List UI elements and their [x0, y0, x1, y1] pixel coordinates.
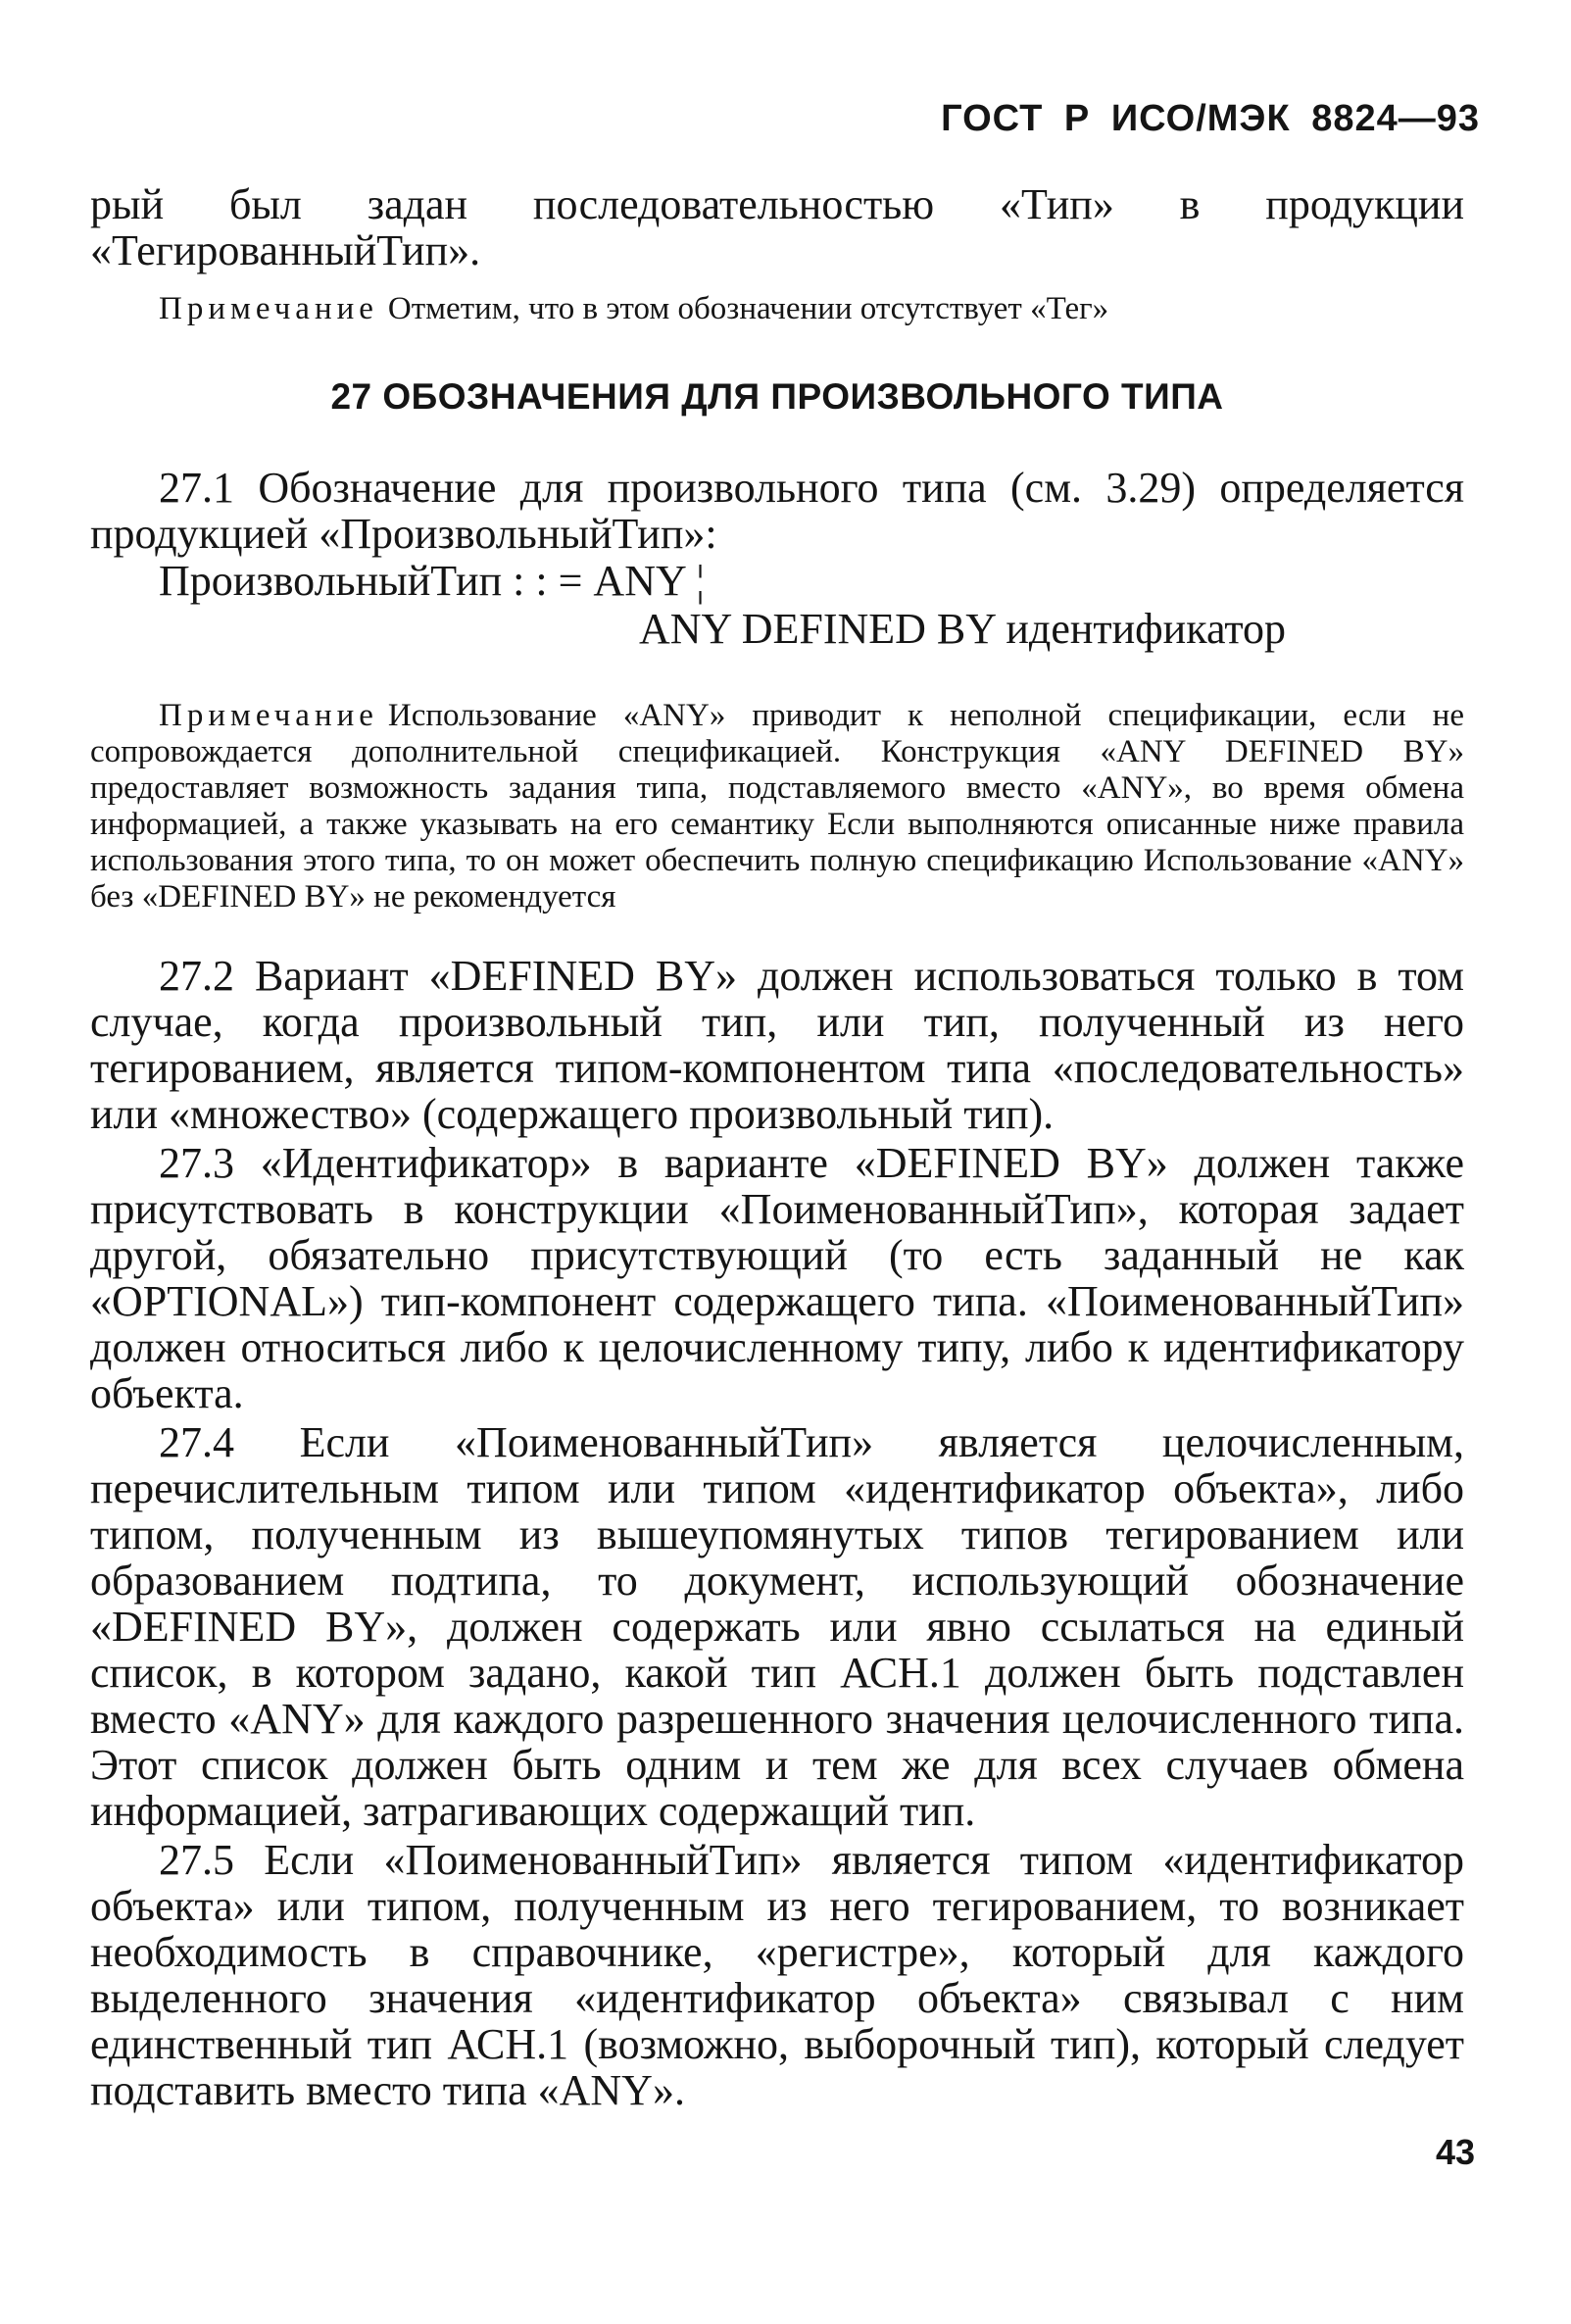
- clause-27-4: 27.4 Если «ПоименованныйТип» является целочисленным, перечислительным типом или типом «идентификатор объекта», либо типом, полученным из вышеупомянутых типов тегированием или образованием подтипа, то документ, использующий обозначение «DEFINED BY», должен содержать или явно ссылаться на единый список, в котором задано, какой тип АСН.1 должен быть подставлен вместо «ANY» для каждого разрешенного значения целочисленного типа. Этот список должен быть одним и тем же для всех случаев обмена информацией, затрагивающих содержащий тип.: [90, 1418, 1464, 1835]
- note-27-1: [90, 698, 1464, 915]
- note-27-1-text: Использование «ANY» приводит к неполной спецификации, если не сопровождается дополнительной спецификацией. Конструкция «ANY DEFINED BY» предоставляет возможность задания типа, подставляемого вместо «ANY», во время обмена информацией, а также указывать на его семантику Если выполняются описанные ниже правила использования этого типа, то он может обеспечить полную спецификацию Использование «ANY» без «DEFINED BY» не рекомендуется: [90, 698, 1464, 915]
- section-title: 27 ОБОЗНАЧЕНИЯ ДЛЯ ПРОИЗВОЛЬНОГО ТИПА: [330, 376, 1224, 417]
- clause-27-3: 27.3 «Идентификатор» в варианте «DEFINED BY» должен также присутствовать в конструкции «ПоименованныйТип», которая задает другой, обязательно присутствующий (то есть заданный не как «OPTIONAL») тип-компонент содержащего типа. «ПоименованныйТип» должен относиться либо к целочисленному типу, либо к идентификатору объекта.: [90, 1139, 1464, 1417]
- syntax-line-1: ПроизвольныйТип : : = ANY ¦: [159, 557, 705, 605]
- intro-continuation: рый был задан последовательностью «Тип» в продукции «ТегированныйТип».: [90, 180, 1464, 274]
- clause-27-1: 27.1 Обозначение для произвольного типа (см. 3.29) определяется продукцией «ПроизвольныйТип»:: [90, 464, 1464, 558]
- page-content: [90, 181, 1464, 2113]
- clause-27-5: 27.5 Если «ПоименованныйТип» является типом «идентификатор объекта» или типом, полученным из него тегированием, то возникает необходимость в справочнике, «регистре», который для каждого выделенного значения «идентификатор объекта» связывал с ним единственный тип АСН.1 (возможно, выборочный тип), который следует подставить вместо типа «ANY».: [90, 1836, 1464, 2114]
- document-header: ГОСТ Р ИСО/МЭК 8824—93: [941, 98, 1480, 139]
- clause-27-2: 27.2 Вариант «DEFINED BY» должен использоваться только в том случае, когда произвольный тип, или тип, полученный из него тегированием, является типом-компонентом типа «последовательность» или «множество» (содержащего произвольный тип).: [90, 952, 1464, 1138]
- intro-note-label: Примечание: [159, 291, 378, 326]
- intro-note-text: Отметим, что в этом обозначении отсутствует «Тег»: [387, 291, 1109, 326]
- intro-note: [90, 291, 1464, 327]
- page-number: 43: [1435, 2132, 1475, 2172]
- note-27-1-label: Примечание: [159, 698, 378, 733]
- syntax-line-2: ANY DEFINED BY идентификатор: [639, 605, 1286, 653]
